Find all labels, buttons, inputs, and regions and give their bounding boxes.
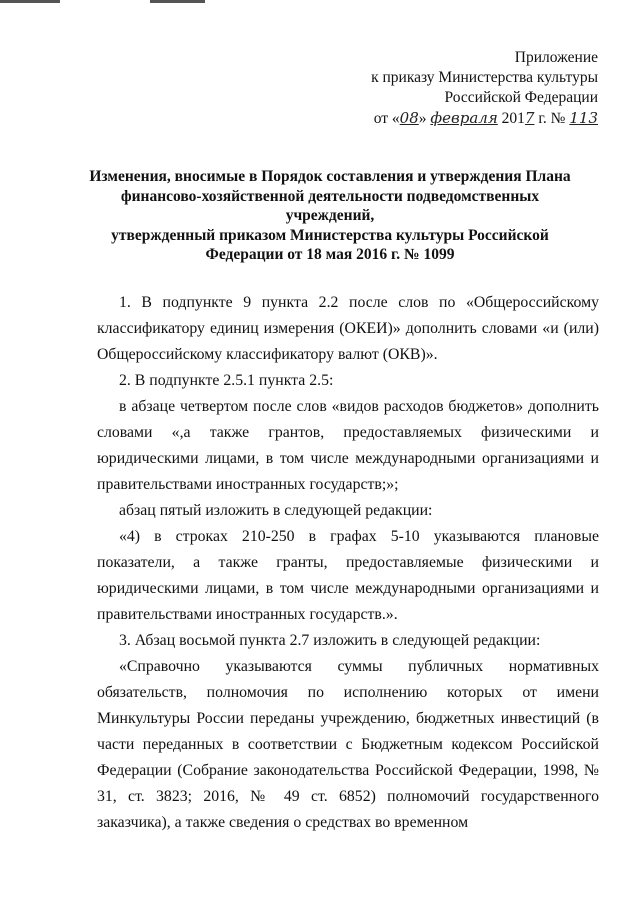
paragraph-2: 2. В подпункте 2.5.1 пункта 2.5: [119,372,334,389]
paragraph-7: «Справочно указываются суммы публичных нормативных обязательств, полномочия по исполнению которых от имени Минкультуры России переданы учреждению, бюджетных инвестиций (в части переданных в соответствии с Бюджетным кодексом Российской Федерации (Собрание законодательства Российской Федерации, 1998, № 31, ст. 3823; 2016, № 49 ст. 6852) полномочий государственного заказчика), а также сведения о средствах во временном [97,658,599,831]
paragraph-4: абзац пятый изложить в следующей редакции: [119,502,433,519]
paragraph-6: 3. Абзац восьмой пункта 2.7 изложить в следующей редакции: [119,632,541,649]
document-title [80,167,580,265]
federation-line: Российской Федерации [444,89,598,106]
scan-artifact-right [150,0,205,3]
appendix-header [371,48,598,129]
date-year: 201 [497,110,525,127]
paragraph-5: «4) в строках 210-250 в графах 5-10 указываются плановые показатели, а также гранты, предоставляемые физическими и юридическими лицами, в том числе международными организациями и правительствами иностранных государств.». [97,528,599,623]
scan-artifact-left [0,0,60,3]
date-mid: » [418,110,431,127]
handwritten-day: 08 [399,109,419,127]
order-reference: к приказу Министерства культуры [371,69,598,86]
title-line: Изменения, вносимые в Порядок составления и утверждения Плана [89,168,571,185]
date-suffix: г. № [534,110,570,127]
date-prefix: от « [373,110,400,127]
handwritten-year-digit: 7 [524,109,535,127]
title-line: Федерации от 18 мая 2016 г. № 1099 [205,246,455,263]
appendix-label: Приложение [514,49,598,66]
handwritten-month: февраля [430,109,498,127]
title-line: утвержденный приказом Министерства культуры Российской [111,226,549,244]
order-date-line [371,108,598,129]
paragraph-3: в абзаце четвертом после слов «видов расходов бюджетов» дополнить словами «,а также грантов, предоставляемых физическими и юридическими лицами, в том числе международными организациями и правительствами иностранных государств;»; [97,398,599,493]
document-body [97,290,599,836]
handwritten-number: 113 [569,109,598,127]
title-line: финансово-хозяйственной деятельности подведомственных учреждений, [120,187,540,224]
paragraph-1: 1. В подпункте 9 пункта 2.2 после слов по «Общероссийскому классификатору единиц измерения (ОКЕИ)» дополнить словами «и (или) Общероссийскому классификатору валют (ОКВ)». [97,294,599,363]
